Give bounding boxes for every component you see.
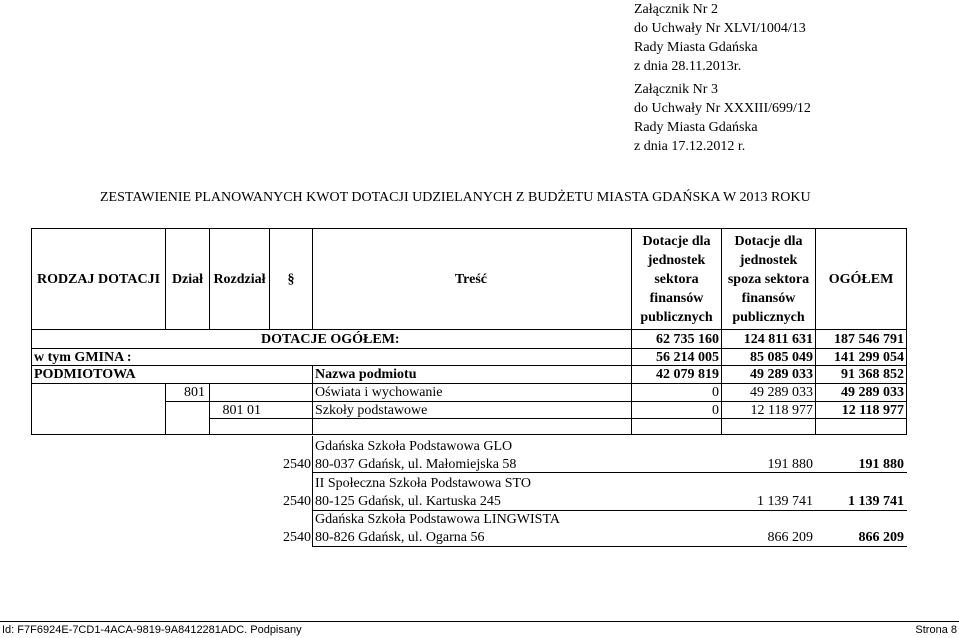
value-sum: 141 299 054 (834, 350, 904, 365)
dzial-code: 801 (184, 385, 205, 400)
attachment-line: do Uchwały Nr XXXIII/699/12 (634, 101, 811, 116)
value-nonpublic: 12 118 977 (750, 403, 813, 418)
header-label: finansów (741, 290, 796, 306)
value-sum: 1 139 741 (848, 494, 904, 509)
footer-rule (0, 621, 959, 622)
page-number: Strona 8 (915, 624, 957, 636)
attachment-note-1 (634, 0, 806, 76)
header-label: Dotacje dla (734, 233, 803, 249)
row-label: w tym GMINA : (34, 350, 132, 365)
header-paragraf (269, 228, 313, 330)
header-label: Rozdział (213, 271, 266, 287)
table-row-rozdzial (31, 401, 907, 420)
entity-name: Gdańska Szkoła Podstawowa LINGWISTA (315, 512, 560, 527)
attachment-line: Załącznik Nr 2 (634, 2, 718, 17)
header-nonpublic (721, 228, 816, 330)
value-nonpublic: 124 811 631 (743, 332, 813, 347)
table-row-dzial (31, 383, 907, 402)
attachment-line: do Uchwały Nr XLVI/1004/13 (634, 21, 806, 36)
header-tresc (312, 228, 632, 330)
value-public: 0 (712, 385, 719, 400)
attachment-line: Załącznik Nr 3 (634, 82, 718, 97)
entity-name: Gdańska Szkoła Podstawowa GLO (315, 439, 513, 454)
value-nonpublic: 85 085 049 (750, 350, 813, 365)
table-bottom-border (31, 434, 907, 435)
attachment-line: z dnia 28.11.2013r. (634, 59, 742, 74)
value-sum: 866 209 (858, 530, 904, 545)
header-label: jednostek (647, 252, 706, 268)
header-label: OGÓŁEM (828, 271, 894, 287)
header-label: finansów (649, 290, 704, 306)
entity-paragraf: 2540 (283, 530, 311, 545)
value-sum: 191 880 (858, 457, 904, 472)
attachment-line: z dnia 17.12.2012 r. (634, 139, 746, 154)
header-label: sektora (654, 271, 699, 287)
header-dzial (165, 228, 210, 330)
rozdzial-code: 801 01 (222, 403, 261, 418)
value-nonpublic: 49 289 033 (750, 367, 813, 382)
row-label: DOTACJE OGÓŁEM: (261, 332, 400, 347)
table-row-total (31, 330, 907, 349)
header-label: § (287, 271, 295, 287)
entity-paragraf: 2540 (283, 457, 311, 472)
header-ogolem (815, 228, 907, 330)
header-label: RODZAJ DOTACJI (36, 271, 161, 287)
value-public: 42 079 819 (656, 367, 719, 382)
value-sum: 187 546 791 (834, 332, 904, 347)
value-public: 0 (712, 403, 719, 418)
entity-address: 80-826 Gdańsk, ul. Ogarna 56 (315, 530, 485, 545)
value-public: 56 214 005 (656, 350, 719, 365)
header-rozdzial (209, 228, 270, 330)
entity-row (31, 510, 907, 546)
document-id: Id: F7F6924E-7CD1-4ACA-9819-9A8412281ADC. Podpisany (2, 624, 302, 636)
row-label: PODMIOTOWA (34, 367, 136, 382)
entity-address: 80-125 Gdańsk, ul. Kartuska 245 (315, 494, 501, 509)
header-label: spoza sektora (727, 271, 810, 287)
header-rodzaj (31, 228, 166, 330)
header-label: Treść (454, 271, 487, 287)
value-nonpublic: 191 880 (767, 457, 813, 472)
entity-name: II Społeczna Szkoła Podstawowa STO (315, 476, 531, 491)
row-name: Oświata i wychowanie (315, 385, 443, 400)
value-nonpublic: 49 289 033 (750, 385, 813, 400)
entity-address: 80-037 Gdańsk, ul. Małomiejska 58 (315, 457, 517, 472)
entity-paragraf: 2540 (283, 494, 311, 509)
header-label: Dotacje dla (642, 233, 711, 249)
document-title: ZESTAWIENIE PLANOWANYCH KWOT DOTACJI UDZIELANYCH Z BUDŻETU MIASTA GDAŃSKA W 2013 ROKU (100, 190, 811, 205)
value-nonpublic: 866 209 (767, 530, 813, 545)
attachment-line: Rady Miasta Gdańska (634, 40, 758, 55)
value-sum: 49 289 033 (841, 385, 904, 400)
attachment-note-2 (634, 80, 811, 156)
header-label: Dział (171, 271, 204, 287)
entity-row (31, 437, 907, 473)
value-sum: 12 118 977 (841, 403, 904, 418)
row-name: Nazwa podmiotu (315, 367, 417, 382)
header-label: publicznych (732, 309, 805, 325)
attachment-line: Rady Miasta Gdańska (634, 120, 758, 135)
header-label: jednostek (739, 252, 798, 268)
value-nonpublic: 1 139 741 (757, 494, 813, 509)
table-row-podmiotowa (31, 365, 907, 384)
value-public: 62 735 160 (656, 332, 719, 347)
entity-row (31, 474, 907, 510)
row-name: Szkoły podstawowe (315, 403, 428, 418)
header-label: publicznych (640, 309, 713, 325)
value-sum: 91 368 852 (841, 367, 904, 382)
header-public (631, 228, 722, 330)
